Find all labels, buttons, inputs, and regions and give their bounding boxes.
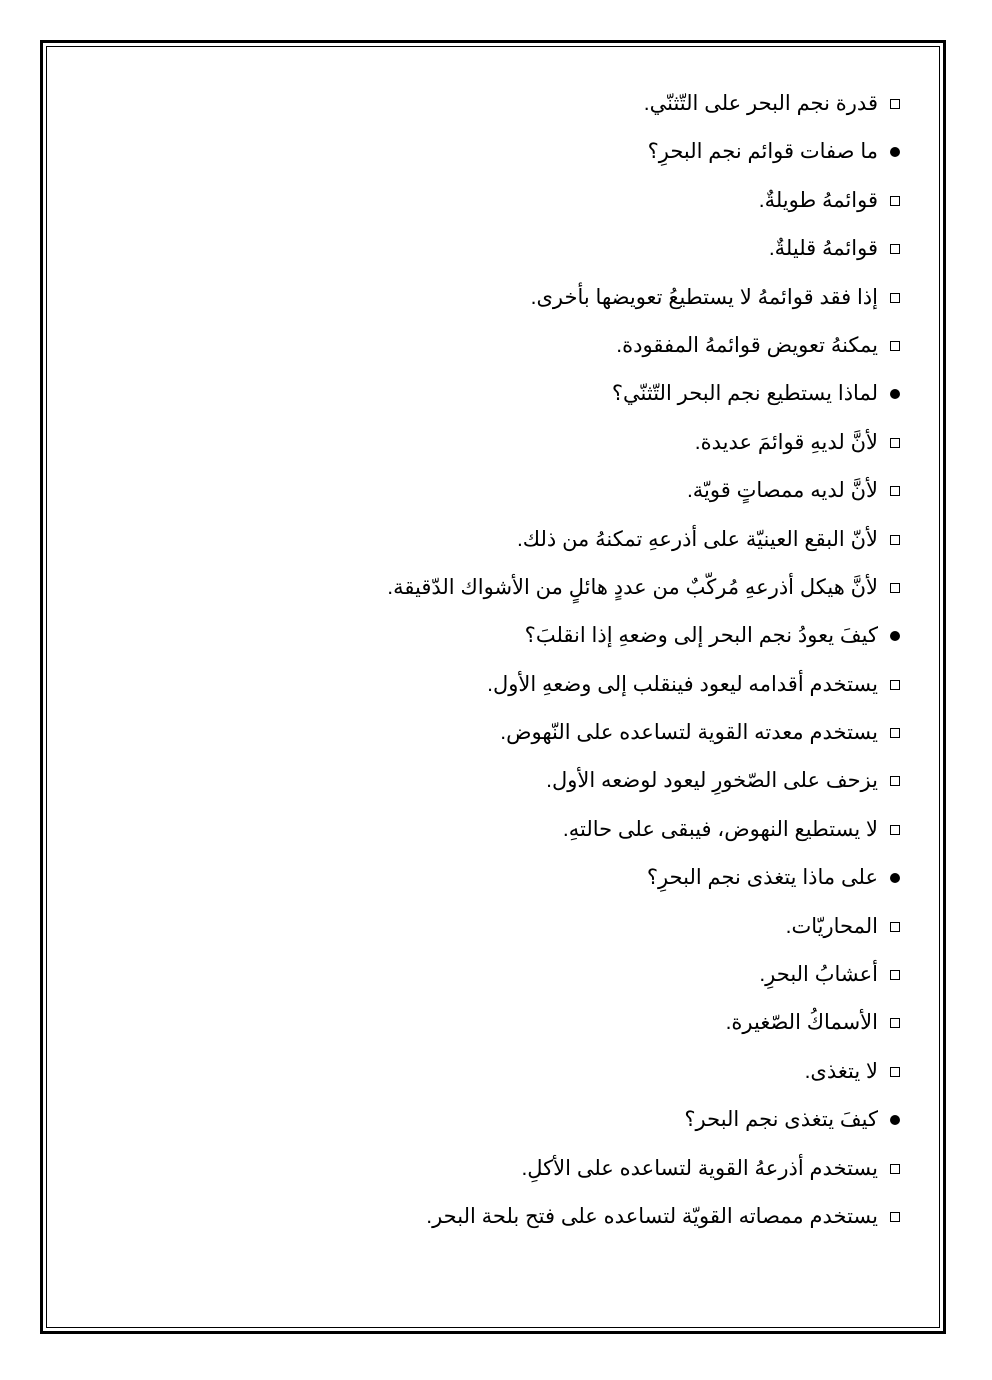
option-text: لا يتغذى. (804, 1059, 878, 1083)
answer-option[interactable] (100, 1058, 900, 1106)
answer-option[interactable] (100, 1203, 900, 1251)
checkbox-icon[interactable] (886, 293, 900, 303)
answer-option[interactable] (100, 816, 900, 864)
option-text: يمكنهُ تعويض قوائمهُ المفقودة. (616, 333, 878, 357)
answer-option[interactable] (100, 526, 900, 574)
checkbox-icon[interactable] (886, 1018, 900, 1028)
checkbox-icon[interactable] (886, 196, 900, 206)
answer-option[interactable] (100, 719, 900, 767)
answer-option[interactable] (100, 574, 900, 622)
checkbox-icon[interactable] (886, 341, 900, 351)
answer-option[interactable] (100, 90, 900, 138)
option-text: لأنَّ هيكل أذرعهِ مُركّبٌ من عددٍ هائلٍ من الأشواك الدّقيقة. (387, 575, 878, 599)
option-text: قوائمهُ قليلةٌ. (768, 237, 878, 261)
answer-option[interactable] (100, 187, 900, 235)
checkbox-icon[interactable] (886, 583, 900, 593)
answer-option[interactable] (100, 961, 900, 1009)
answer-option[interactable] (100, 1155, 900, 1203)
checkbox-icon[interactable] (886, 728, 900, 738)
bullet-icon (886, 1115, 900, 1125)
bullet-icon (886, 389, 900, 399)
option-text: لأنّ البقع العينيّة على أذرعهِ تمكنهُ من ذلك. (516, 527, 878, 551)
answer-option[interactable] (100, 284, 900, 332)
checkbox-icon[interactable] (886, 776, 900, 786)
answer-option[interactable] (100, 1009, 900, 1057)
checkbox-icon[interactable] (886, 825, 900, 835)
bullet-icon (886, 147, 900, 157)
option-text: يزحف على الصّخورِ ليعود لوضعه الأول. (546, 769, 878, 793)
option-text: لا يستطيع النهوض، فيبقى على حالتهِ. (562, 817, 878, 841)
question-list (100, 90, 900, 1251)
question-text: لماذا يستطيع نجم البحر التّثنّي؟ (611, 382, 878, 406)
question-line (100, 1106, 900, 1154)
question-text: على ماذا يتغذى نجم البحرِ؟ (646, 866, 878, 890)
checkbox-icon[interactable] (886, 535, 900, 545)
answer-option[interactable] (100, 477, 900, 525)
option-text: المحاريّات. (785, 914, 878, 938)
option-text: يستخدم ممصاته القويّة لتساعده على فتح بلحة البحر. (426, 1204, 878, 1228)
option-text: يستخدم معدته القوية لتساعده على النّهوض. (500, 721, 878, 745)
answer-option[interactable] (100, 767, 900, 815)
checkbox-icon[interactable] (886, 244, 900, 254)
question-line (100, 138, 900, 186)
question-line (100, 380, 900, 428)
checkbox-icon[interactable] (886, 970, 900, 980)
checkbox-icon[interactable] (886, 1164, 900, 1174)
checkbox-icon[interactable] (886, 1067, 900, 1077)
option-text: إذا فقد قوائمهُ لا يستطيعُ تعويضها بأخرى. (530, 285, 878, 309)
option-text: أعشابُ البحرِ. (759, 963, 878, 987)
checkbox-icon[interactable] (886, 922, 900, 932)
checkbox-icon[interactable] (886, 438, 900, 448)
option-text: الأسماكُ الصّغيرة. (725, 1011, 878, 1035)
answer-option[interactable] (100, 235, 900, 283)
bullet-icon (886, 631, 900, 641)
answer-option[interactable] (100, 671, 900, 719)
question-text: ما صفات قوائم نجم البحرِ؟ (647, 140, 878, 164)
checkbox-icon[interactable] (886, 486, 900, 496)
option-text: يستخدم أذرعهُ القوية لتساعده على الأكلِ. (521, 1156, 878, 1180)
option-text: يستخدم أقدامه ليعود فينقلب إلى وضعهِ الأول. (487, 672, 878, 696)
checkbox-icon[interactable] (886, 1212, 900, 1222)
answer-option[interactable] (100, 332, 900, 380)
option-text: قوائمهُ طويلةٌ. (758, 188, 878, 212)
option-text: لأنَّ لديهِ قوائمَ عديدة. (694, 430, 878, 454)
question-text: كيفَ يعودُ نجم البحر إلى وضعهِ إذا انقلبَ؟ (524, 624, 878, 648)
option-text: لأنَّ لديه ممصاتٍ قويّة. (686, 479, 878, 503)
answer-option[interactable] (100, 913, 900, 961)
option-text: قدرة نجم البحر على التّثنّي. (643, 92, 878, 115)
bullet-icon (886, 873, 900, 883)
checkbox-icon[interactable] (886, 680, 900, 690)
checkbox-icon[interactable] (886, 99, 900, 109)
question-line (100, 622, 900, 670)
answer-option[interactable] (100, 429, 900, 477)
question-line (100, 864, 900, 912)
question-text: كيفَ يتغذى نجم البحر؟ (684, 1108, 878, 1132)
